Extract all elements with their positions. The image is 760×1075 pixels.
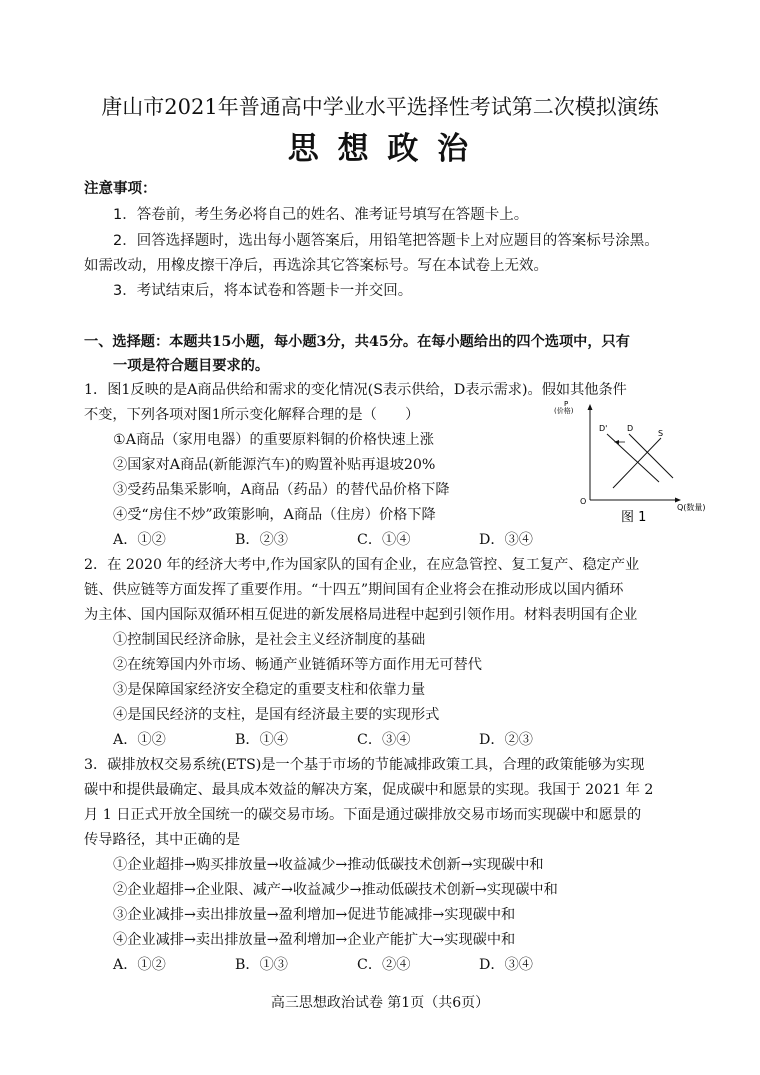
option-b[interactable]: B．②③ — [235, 532, 288, 548]
question-item: ①A商品（家用电器）的重要原料铜的价格快速上涨 — [113, 432, 434, 448]
supply-curve-s — [613, 438, 661, 488]
answer-options — [113, 956, 601, 974]
page-footer: 高三思想政治试卷 第1页（共6页） — [270, 995, 490, 1011]
option-a[interactable]: A．①② — [113, 532, 166, 548]
question-stem: 传导路径，其中正确的是 — [84, 832, 241, 848]
supply-demand-figure — [537, 398, 717, 528]
section-heading: 一项是符合题目要求的。 — [113, 358, 270, 374]
question-item: ③企业减排→卖出排放量→盈利增加→促进节能减排→实现碳中和 — [113, 907, 516, 923]
notice-item: 2．回答选择题时，选出每小题答案后，用铅笔把答题卡上对应题目的答案标号涂黑。 — [113, 233, 659, 249]
option-c[interactable]: C．②④ — [357, 957, 411, 973]
question-item: ①企业超排→购买排放量→收益减少→推动低碳技术创新→实现碳中和 — [113, 857, 544, 873]
question-item: ③受药品集采影响，A商品（药品）的替代品价格下降 — [113, 482, 450, 498]
curve-label-s: S — [658, 429, 664, 438]
option-a[interactable]: A．①② — [113, 957, 166, 973]
section-heading: 一、选择题：本题共15小题，每小题3分，共45分。在每小题给出的四个选项中，只有 — [84, 334, 630, 350]
option-d[interactable]: D．③④ — [479, 532, 533, 548]
demand-curve-d-prime — [607, 434, 659, 482]
notice-item: 3．考试结束后，将本试卷和答题卡一并交回。 — [113, 283, 413, 299]
curve-label-d-prime: D' — [599, 424, 608, 433]
question-item: ④企业减排→卖出排放量→盈利增加→企业产能扩大→实现碳中和 — [113, 932, 516, 948]
question-stem: 3．碳排放权交易系统(ETS)是一个基于市场的节能减排政策工具，合理的政策能够为实现 — [84, 757, 645, 773]
question-item: ④受“房住不炒”政策影响，A商品（住房）价格下降 — [113, 507, 436, 523]
question-item: ②国家对A商品(新能源汽车)的购置补贴再退坡20% — [113, 457, 436, 473]
answer-options — [113, 731, 601, 749]
option-c[interactable]: C．③④ — [357, 732, 411, 748]
figure-caption: 图 1 — [621, 510, 647, 525]
option-d[interactable]: D．②③ — [479, 732, 533, 748]
answer-options — [113, 531, 601, 549]
notice-item: 如需改动，用橡皮擦干净后，再选涂其它答案标号。写在本试卷上无效。 — [84, 258, 548, 274]
option-b[interactable]: B．①④ — [235, 732, 288, 748]
question-stem: 月 1 日正式开放全国统一的碳交易市场。下面是通过碳排放交易市场而实现碳中和愿景的 — [84, 807, 642, 823]
option-c[interactable]: C．①④ — [357, 532, 411, 548]
question-stem: 碳中和提供最确定、最具成本效益的解决方案，促成碳中和愿景的实现。我国于 2021 年 2 — [84, 782, 654, 798]
subject-title: 思 想 政 治 — [287, 131, 473, 167]
question-item: ①控制国民经济命脉，是社会主义经济制度的基础 — [113, 632, 426, 648]
y-axis-label: P — [564, 400, 569, 408]
origin-label: O — [580, 497, 587, 506]
question-item: ④是国民经济的支柱，是国有经济最主要的实现形式 — [113, 707, 440, 723]
curve-label-d: D — [627, 424, 634, 433]
question-stem: 1．图1反映的是A商品供给和需求的变化情况(S表示供给，D表示需求)。假如其他条件 — [84, 382, 627, 398]
x-axis-label: Q(数量) — [677, 503, 706, 512]
notice-item: 1．答卷前，考生务必将自己的姓名、准考证号填写在答题卡上。 — [113, 207, 529, 223]
option-a[interactable]: A．①② — [113, 732, 166, 748]
option-d[interactable]: D．③④ — [479, 957, 533, 973]
option-b[interactable]: B．①③ — [235, 957, 288, 973]
y-axis-unit: (价格) — [554, 407, 574, 415]
notice-heading: 注意事项： — [84, 181, 157, 197]
question-stem: 为主体、国内国际双循环相互促进的新发展格局进程中起到引领作用。材料表明国有企业 — [84, 607, 638, 623]
question-stem: 2．在 2020 年的经济大考中,作为国家队的国有企业，在应急管控、复工复产、稳定产业 — [84, 557, 640, 573]
demand-curve-d — [629, 434, 673, 478]
y-axis-arrow — [588, 404, 593, 410]
question-stem: 链、供应链等方面发挥了重要作用。“十四五”期间国有企业将会在推动形成以国内循环 — [84, 582, 624, 598]
question-item: ②企业超排→企业限、减产→收益减少→推动低碳技术创新→实现碳中和 — [113, 882, 558, 898]
x-axis-arrow — [675, 498, 681, 503]
question-stem: 不变，下列各项对图1所示变化解释合理的是（ ） — [84, 407, 420, 423]
question-item: ②在统筹国内外市场、畅通产业链循环等方面作用无可替代 — [113, 657, 482, 673]
question-item: ③是保障国家经济安全稳定的重要支柱和依靠力量 — [113, 682, 426, 698]
exam-title: 唐山市2021年普通高中学业水平选择性考试第二次模拟演练 — [101, 95, 659, 119]
